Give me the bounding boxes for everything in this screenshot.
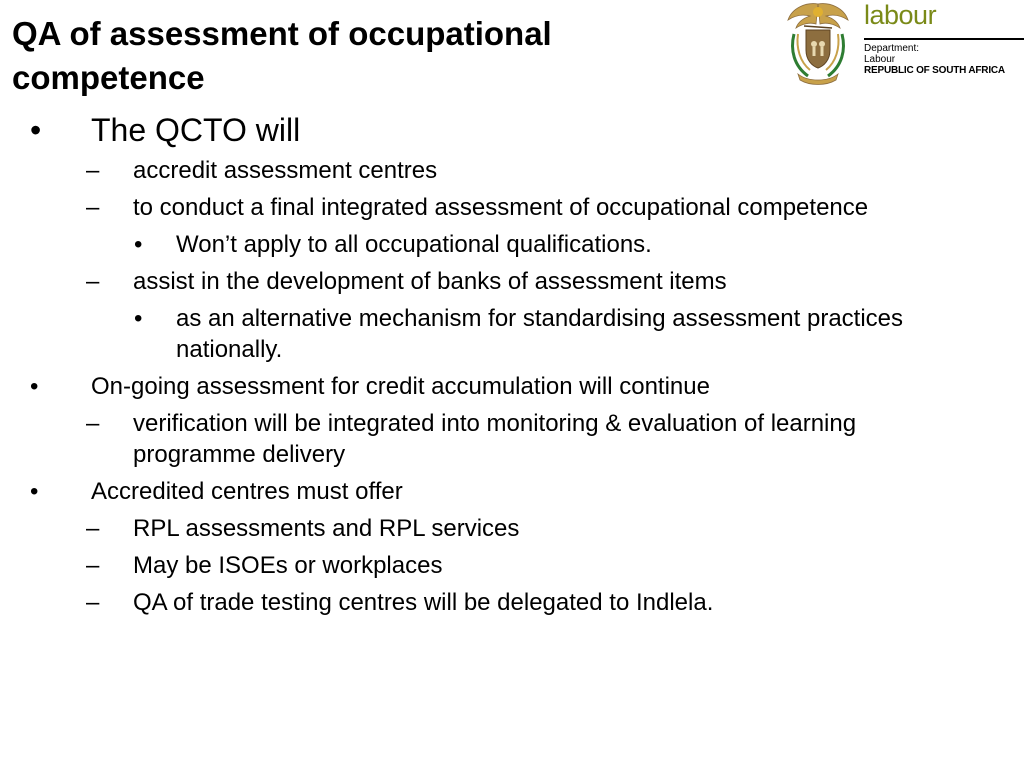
slide-body: [0, 110, 1024, 624]
sub-sub-bullet-text: as an alternative mechanism for standardising assessment practices nationally.: [176, 305, 904, 363]
brand-divider: [864, 38, 1024, 40]
bullet-marker: •: [30, 478, 39, 505]
bullet-item: [0, 476, 1024, 507]
slide-title: QA of assessment of occupational competence: [12, 15, 552, 96]
dash-marker: –: [86, 410, 100, 437]
country-name: REPUBLIC OF SOUTH AFRICA: [864, 65, 1005, 76]
sub-bullet-text: accredit assessment centres: [133, 157, 438, 184]
sub-sub-bullet-item: [0, 303, 926, 365]
sub-bullet-item: [0, 408, 893, 470]
bullet-item: [0, 110, 1024, 150]
sub-bullet-text: assist in the development of banks of assessment items: [133, 268, 727, 295]
bullet-marker: •: [134, 305, 143, 332]
sub-sub-bullet-text: Won’t apply to all occupational qualifications.: [176, 231, 652, 258]
sub-bullet-text: QA of trade testing centres will be delegated to Indlela.: [133, 589, 714, 616]
dash-marker: –: [86, 515, 100, 542]
bullet-text: On-going assessment for credit accumulation will continue: [91, 373, 710, 400]
sub-bullet-item: [0, 266, 893, 297]
department-of-labour-logo: [784, 0, 1024, 88]
dash-marker: –: [86, 194, 100, 221]
sub-bullet-item: [0, 513, 893, 544]
dash-marker: –: [86, 268, 100, 295]
bullet-item: [0, 371, 1024, 402]
coat-of-arms-icon: [784, 0, 852, 86]
sub-bullet-item: [0, 587, 893, 618]
bullet-marker: •: [134, 231, 143, 258]
sub-bullet-text: verification will be integrated into monitoring & evaluation of learning programme delivery: [133, 410, 857, 468]
brand-word: labour: [864, 0, 937, 30]
dash-marker: –: [86, 589, 100, 616]
sub-bullet-text: May be ISOEs or workplaces: [133, 552, 443, 579]
dash-marker: –: [86, 552, 100, 579]
sub-bullet-text: RPL assessments and RPL services: [133, 515, 520, 542]
sub-bullet-item: [0, 192, 893, 223]
department-name: Labour: [864, 54, 896, 65]
sub-bullet-item: [0, 155, 893, 186]
sub-sub-bullet-item: [0, 229, 926, 260]
logo-text: [864, 0, 1024, 88]
dash-marker: –: [86, 157, 100, 184]
sub-bullet-item: [0, 550, 893, 581]
bullet-text: Accredited centres must offer: [91, 478, 403, 505]
sub-bullet-text: to conduct a final integrated assessment of occupational competence: [133, 194, 869, 221]
bullet-marker: •: [30, 112, 42, 148]
department-label: Department:: [864, 43, 920, 54]
bullet-text: The QCTO will: [91, 112, 301, 148]
bullet-marker: •: [30, 373, 39, 400]
